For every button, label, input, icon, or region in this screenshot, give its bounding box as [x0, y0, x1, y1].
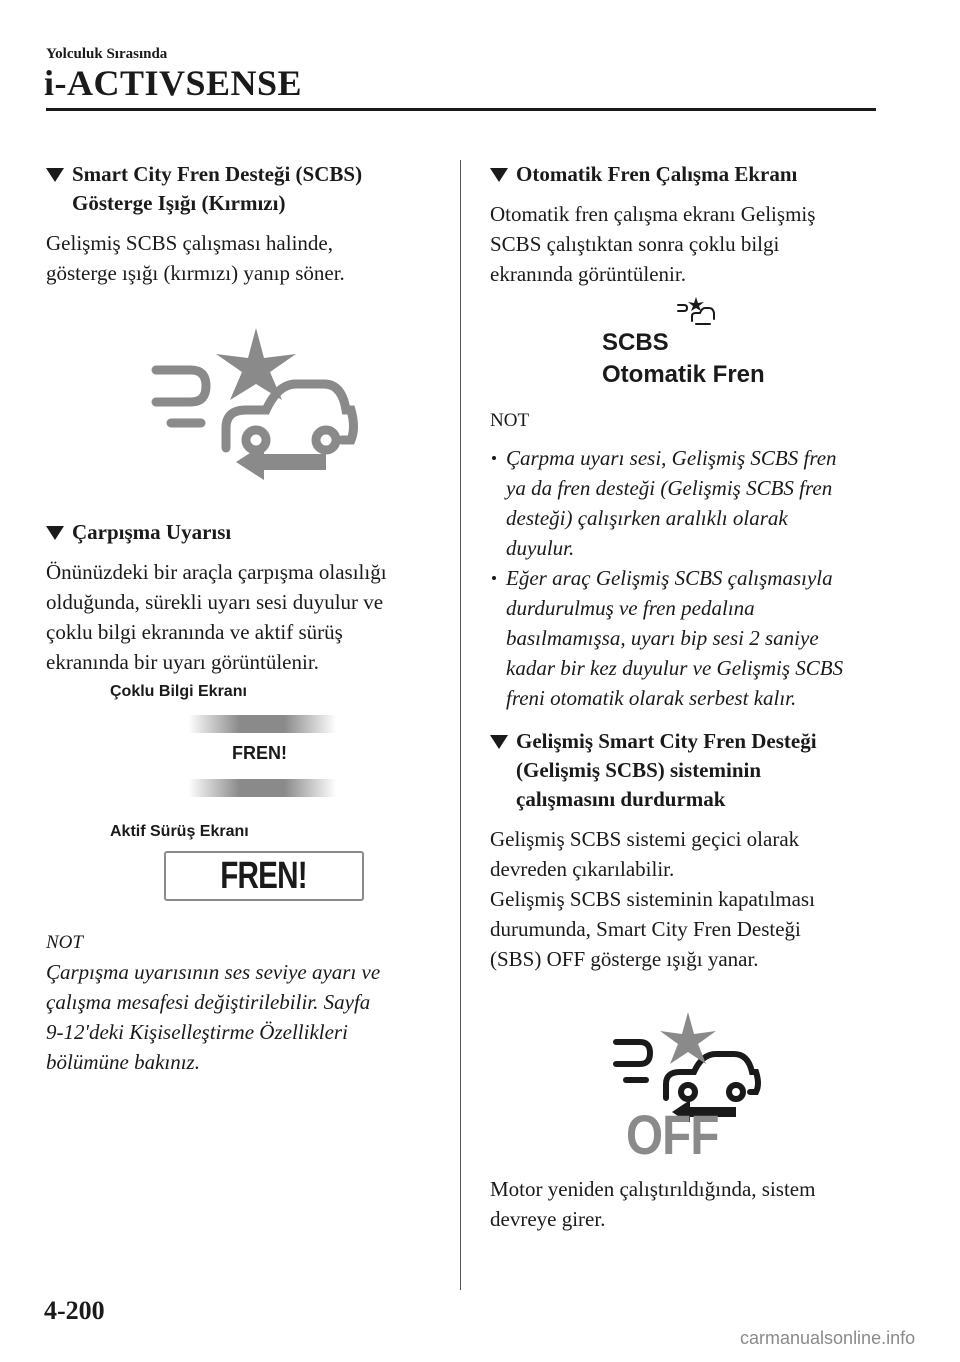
auto-brake-heading-text: Otomatik Fren Çalışma Ekranı [516, 162, 798, 186]
auto-brake-heading [490, 160, 875, 189]
note-bullet [490, 443, 875, 563]
left-column [46, 160, 431, 1077]
auto-brake-body [490, 199, 875, 289]
triangle-bullet-icon [490, 168, 508, 182]
header-rule [46, 108, 876, 111]
restart-body-line: devreye girer. [490, 1207, 606, 1231]
multi-info-bottom-bar [188, 779, 336, 797]
bullet-line: basılmamışsa, uyarı bip sesi 2 saniye [506, 626, 819, 650]
collision-body-line: ekranında bir uyarı görüntülenir. [46, 650, 319, 674]
bullet-line: freni otomatik olarak serbest kalır. [506, 686, 797, 710]
watermark-text: carmanualsonline.info [740, 1328, 916, 1348]
note-line: bölümüne bakınız. [46, 1050, 200, 1074]
auto-brake-display-figure [490, 289, 875, 407]
collision-note [46, 957, 431, 1077]
bullet-dot-icon [492, 576, 496, 580]
note-bullet [490, 563, 875, 713]
bullet-line: Eğer araç Gelişmiş SCBS çalışmasıyla [506, 566, 833, 590]
scbs-off-figure [490, 974, 875, 1174]
bullet-line: duyulur. [506, 536, 575, 560]
bullet-line: ya da fren desteği (Gelişmiş SCBS fren [506, 476, 833, 500]
restart-body-line: Motor yeniden çalıştırıldığında, sistem [490, 1177, 816, 1201]
stop-body-line: durumunda, Smart City Fren Desteği [490, 917, 801, 941]
triangle-bullet-icon [490, 735, 508, 749]
bullet-line: Çarpma uyarı sesi, Gelişmiş SCBS fren [506, 446, 837, 470]
off-label: OFF [626, 1103, 719, 1166]
stop-heading-line3: çalışmasını durdurmak [516, 787, 726, 811]
stop-body-line: (SBS) OFF gösterge ışığı yanar. [490, 947, 759, 971]
note-label: NOT [46, 932, 83, 953]
warning-displays-figure [46, 677, 431, 927]
triangle-bullet-icon [46, 526, 64, 540]
active-display-box [164, 851, 364, 901]
note-line: çalışma mesafesi değiştirilebilir. Sayfa [46, 990, 371, 1014]
active-display-caption: Aktif Sürüş Ekranı [110, 823, 249, 840]
collision-heading-text: Çarpışma Uyarısı [72, 520, 232, 544]
right-column [490, 160, 875, 1234]
bullet-line: kadar bir kez duyulur ve Gelişmiş SCBS [506, 656, 844, 680]
restart-body [490, 1174, 875, 1234]
auto-brake-body-line: ekranında görüntülenir. [490, 262, 686, 286]
page-number: 4-200 [44, 1296, 105, 1325]
display-line-scbs: SCBS [602, 329, 669, 356]
multi-info-caption: Çoklu Bilgi Ekranı [110, 683, 247, 700]
scbs-indicator-figure [46, 288, 431, 518]
note-line: Çarpışma uyarısının ses seviye ayarı ve [46, 960, 381, 984]
note-line: 9-12'deki Kişiselleştirme Özellikleri [46, 1020, 348, 1044]
note-label: NOT [490, 410, 530, 431]
stop-heading-line2: (Gelişmiş SCBS) sisteminin [516, 758, 762, 782]
column-divider [460, 160, 461, 1290]
stop-heading-line1: Gelişmiş Smart City Fren Desteği [516, 729, 817, 753]
scbs-body [46, 228, 431, 288]
display-line-auto-brake: Otomatik Fren [602, 361, 765, 388]
stop-body-line: devreden çıkarılabilir. [490, 857, 675, 881]
scbs-small-icon [676, 297, 716, 325]
scbs-indicator-icon [146, 328, 366, 488]
scbs-body-line1: Gelişmiş SCBS çalışması halinde, [46, 231, 333, 255]
scbs-heading [46, 160, 431, 218]
collision-body-line: Önünüzdeki bir araçla çarpışma olasılığı [46, 560, 387, 584]
stop-body-line: Gelişmiş SCBS sistemi geçici olarak [490, 827, 800, 851]
triangle-bullet-icon [46, 168, 64, 182]
collision-body [46, 557, 431, 677]
bullet-line: durdurulmuş ve fren pedalına [506, 596, 755, 620]
collision-body-line: olduğunda, sürekli uyarı sesi duyulur ve [46, 590, 384, 614]
scbs-heading-line1: Smart City Fren Desteği (SCBS) [72, 162, 363, 186]
auto-brake-body-line: SCBS çalıştıktan sonra çoklu bilgi [490, 232, 780, 256]
auto-brake-body-line: Otomatik fren çalışma ekranı Gelişmiş [490, 202, 816, 226]
stop-body-line: Gelişmiş SCBS sisteminin kapatılması [490, 887, 815, 911]
stop-scbs-body [490, 824, 875, 974]
active-display-warning-text: FREN! [220, 854, 308, 897]
bullet-line: desteği) çalışırken aralıklı olarak [506, 506, 788, 530]
collision-body-line: çoklu bilgi ekranında ve aktif sürüş [46, 620, 343, 644]
section-label: Yolculuk Sırasında [46, 46, 168, 62]
page-title: i-ACTIVSENSE [44, 63, 303, 103]
scbs-heading-line2: Gösterge Işığı (Kırmızı) [72, 191, 286, 215]
stop-scbs-heading [490, 727, 875, 814]
bullet-dot-icon [492, 456, 496, 460]
collision-heading [46, 518, 431, 547]
scbs-body-line2: gösterge ışığı (kırmızı) yanıp söner. [46, 261, 345, 285]
multi-info-warning-text: FREN! [232, 743, 287, 763]
multi-info-top-bar [188, 715, 336, 733]
